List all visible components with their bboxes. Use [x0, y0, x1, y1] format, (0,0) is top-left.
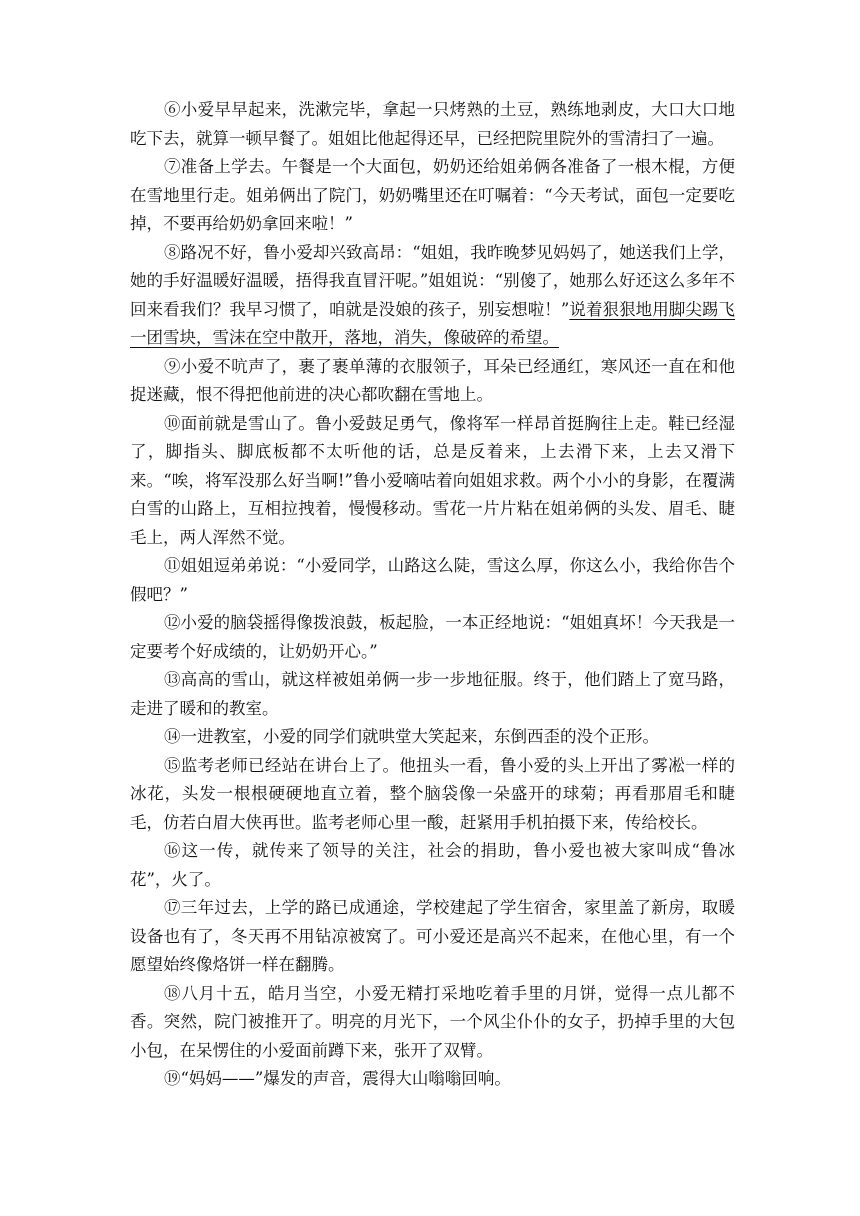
paragraph-10 — [130, 410, 735, 553]
paragraph-text: ⑥小爱早早起来，洗漱完毕，拿起一只烤熟的土豆，熟练地剥皮，大口大口地吃下去，就算一顿早餐了。姐姐比他起得还早，已经把院里院外的雪清扫了一遍。 — [130, 100, 735, 148]
paragraph-19 — [130, 1065, 735, 1094]
paragraph-text: ⑪姐姐逗弟弟说：“小爱同学，山路这么陡，雪这么厚，你这么小，我给你告个假吧？” — [130, 556, 735, 604]
paragraph-15 — [130, 752, 735, 838]
paragraph-text: ⑬高高的雪山，就这样被姐弟俩一步一步地征服。终于，他们踏上了宽马路，走进了暖和的教室。 — [130, 670, 735, 718]
paragraph-text: ⑦准备上学去。午餐是一个大面包，奶奶还给姐弟俩各准备了一根木棍，方便在雪地里行走。姐弟俩出了院门，奶奶嘴里还在叮嘱着：“今天考试，面包一定要吃掉，不要再给奶奶拿回来啦！” — [130, 157, 735, 233]
paragraph-text: ⑯这一传，就传来了领导的关注，社会的捐助，鲁小爱也被大家叫成“鲁冰花”，火了。 — [130, 841, 735, 889]
paragraph-text: ⑨小爱不吭声了，裹了裹单薄的衣服领子，耳朵已经通红，寒风还一直在和他捉迷藏，恨不得把他前进的决心都吹翻在雪地上。 — [130, 356, 735, 404]
paragraph-7 — [130, 153, 735, 239]
paragraph-14 — [130, 723, 735, 752]
underlined-sentence: 说着狠狠地用脚尖踢飞一团雪块，雪沫在空中散开，落地，消失，像破碎的希望。 — [130, 299, 736, 347]
paragraph-8 — [130, 239, 735, 353]
paragraph-9 — [130, 353, 735, 410]
paragraph-text: ⑧路况不好，鲁小爱却兴致高昂：“姐姐，我昨晚梦见妈妈了，她送我们上学，她的手好温暖好温暖，捂得我直冒汗呢。”姐姐说：“别傻了，她那么好还这么多年不回来看我们？我早习惯了，咱就是没娘的孩子，别妄想啦！” — [130, 242, 735, 319]
paragraph-16 — [130, 837, 735, 894]
paragraph-text: ⑭一进教室，小爱的同学们就哄堂大笑起来，东倒西歪的没个正形。 — [164, 727, 659, 746]
paragraph-11 — [130, 552, 735, 609]
paragraph-18 — [130, 980, 735, 1066]
paragraph-6 — [130, 96, 735, 153]
paragraph-text: ⑱八月十五，皓月当空，小爱无精打采地吃着手里的月饼，觉得一点儿都不香。突然，院门被推开了。明亮的月光下，一个风尘仆仆的女子，扔掉手里的大包小包，在呆愣住的小爱面前蹲下来，张开了双臂。 — [130, 983, 735, 1060]
paragraph-text: ⑫小爱的脑袋摇得像拨浪鼓，板起脸，一本正经地说：“姐姐真坏！今天我是一定要考个好成绩的，让奶奶开心。” — [130, 613, 735, 661]
story-text — [130, 96, 735, 1094]
paragraph-13 — [130, 666, 735, 723]
paragraph-17 — [130, 894, 735, 980]
paragraph-text: ⑩面前就是雪山了。鲁小爱鼓足勇气，像将军一样昂首挺胸往上走。鞋已经湿了，脚指头、脚底板都不太听他的话，总是反着来，上去滑下来，上去又滑下来。“唉，将军没那么好当啊!”鲁小爱嘀咕着向姐姐求救。两个小小的身影，在覆满白雪的山路上，互相拉拽着，慢慢移动。雪花一片片粘在姐弟俩的头发、眉毛、睫毛上，两人浑然不觉。 — [130, 413, 735, 547]
paragraph-text: ⑲“妈妈——”爆发的声音，震得大山嗡嗡回响。 — [164, 1069, 511, 1088]
paragraph-text: ⑰三年过去，上学的路已成通途，学校建起了学生宿舍，家里盖了新房，取暖设备也有了，冬天再不用钻凉被窝了。可小爱还是高兴不起来，在他心里，有一个愿望始终像烙饼一样在翻腾。 — [130, 898, 735, 974]
paragraph-12 — [130, 609, 735, 666]
paragraph-text: ⑮监考老师已经站在讲台上了。他扭头一看，鲁小爱的头上开出了雾凇一样的冰花，头发一根根硬硬地直立着，整个脑袋像一朵盛开的球菊；再看那眉毛和睫毛，仿若白眉大侠再世。监考老师心里一酸，赶紧用手机拍摄下来，传给校长。 — [130, 755, 735, 832]
